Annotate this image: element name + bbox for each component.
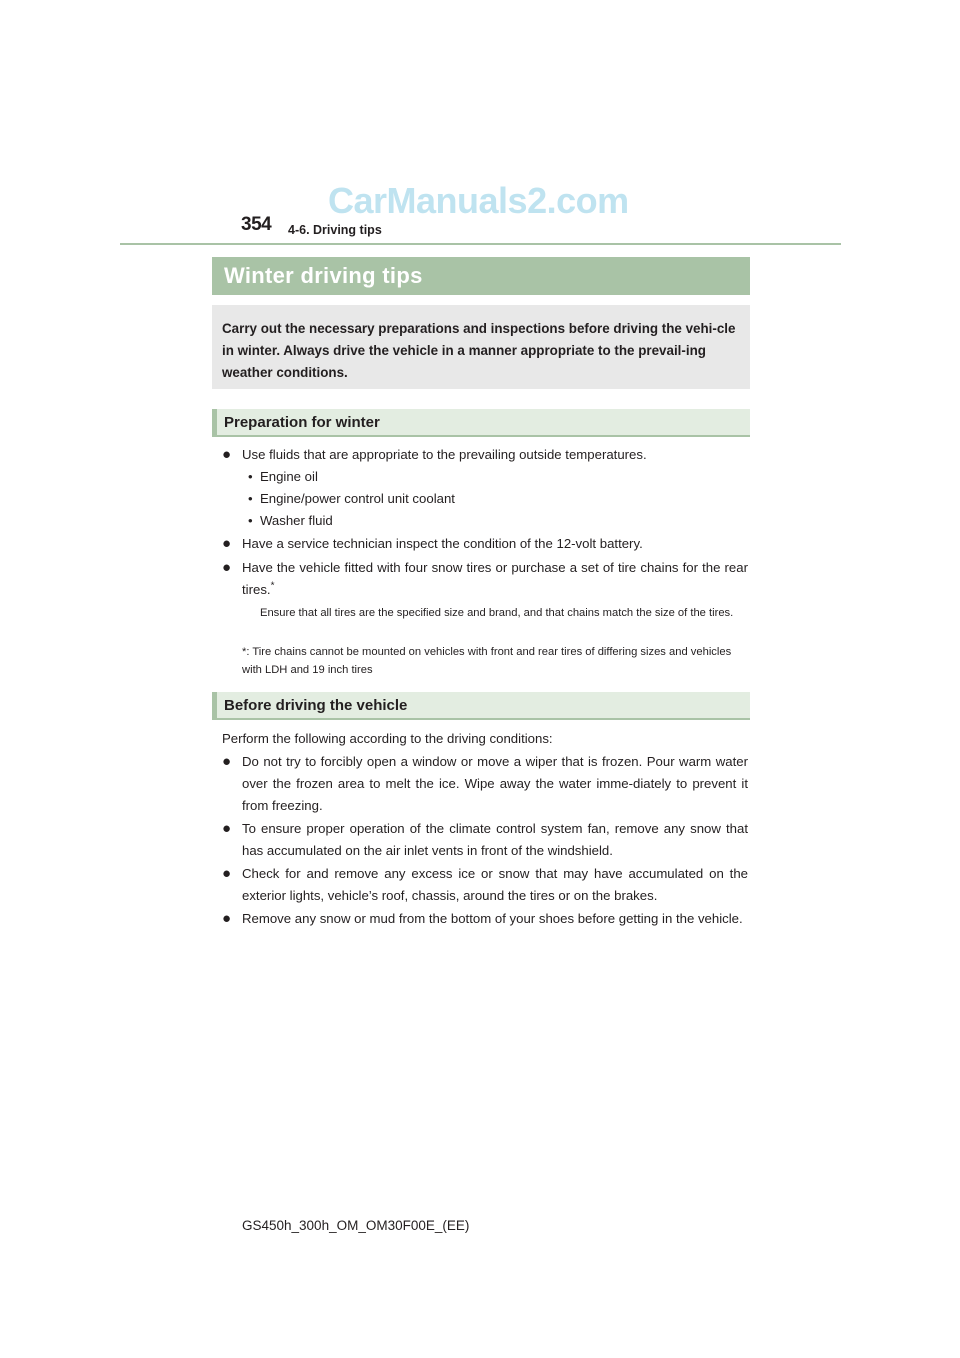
footnote-marker: *: [270, 580, 275, 592]
list-item: [222, 751, 748, 817]
bullet-icon: ●: [222, 910, 232, 927]
list-item-text: [242, 557, 748, 601]
list-item-text: Check for and remove any excess ice or snow that may have accumulated on the exterior lights, vehicle’s roof, chassis, around the tires or on the brakes.: [242, 866, 748, 903]
list-item-body: Have the vehicle fitted with four snow tires or purchase a set of tire chains for the rear tires.: [242, 560, 748, 597]
list-item-text: Do not try to forcibly open a window or move a wiper that is frozen. Pour warm water over the frozen area to melt the ice. Wipe away the water imme-diately to prevent it from freezing.: [242, 754, 748, 813]
list-item: [222, 533, 748, 555]
sub-bullet-icon: •: [248, 469, 253, 484]
bullet-icon: ●: [222, 535, 232, 552]
list-item: [222, 818, 748, 862]
list-item-text: Have a service technician inspect the condition of the 12-volt battery.: [242, 536, 643, 551]
sub-item: [248, 466, 318, 488]
list-item: [222, 557, 748, 601]
sub-item-text: Washer fluid: [259, 513, 333, 528]
list-item: [222, 908, 748, 930]
list-item-text: Use fluids that are appropriate to the prevailing outside temperatures.: [242, 447, 647, 462]
sub-item-text: Engine oil: [259, 469, 318, 484]
sub-bullet-icon: •: [248, 513, 253, 528]
list-item: [222, 444, 748, 466]
list-item-text: To ensure proper operation of the climate control system fan, remove any snow that has accumulated on the air inlet vents in front of the windshield.: [242, 821, 748, 858]
section-label: 4-6. Driving tips: [288, 223, 382, 237]
page-number: 354: [241, 214, 272, 235]
subheading-preparation: Preparation for winter: [212, 409, 750, 437]
bullet-icon: ●: [222, 753, 232, 770]
bullet-icon: ●: [222, 446, 232, 463]
page-title: Winter driving tips: [212, 257, 750, 295]
lead-text: Perform the following according to the driving conditions:: [222, 731, 553, 746]
sub-bullet-icon: •: [248, 491, 253, 506]
bullet-icon: ●: [222, 820, 232, 837]
sub-item-text: Engine/power control unit coolant: [259, 491, 455, 506]
list-item: [222, 863, 748, 907]
watermark: CarManuals2.com: [328, 180, 629, 221]
sub-item: [248, 488, 455, 510]
footer-code: GS450h_300h_OM_OM30F00E_(EE): [242, 1218, 470, 1233]
intro-box: [212, 305, 750, 389]
footnote: *: Tire chains cannot be mounted on vehicles with front and rear tires of differing sizes and vehicles with LDH and 19 inch tires: [242, 646, 732, 676]
intro-text: Carry out the necessary preparations and inspections before driving the vehi-cle in winter. Always drive the vehicle in a manner appropriate to the prevail-ing weather conditions.: [222, 321, 736, 380]
note-text: Ensure that all tires are the specified size and brand, and that chains match the size of the tires.: [260, 607, 734, 619]
header-rule: [120, 243, 841, 245]
bullet-icon: ●: [222, 865, 232, 882]
bullet-icon: ●: [222, 559, 232, 576]
list-item-text: Remove any snow or mud from the bottom of your shoes before getting in the vehicle.: [242, 911, 743, 926]
subheading-before-driving: Before driving the vehicle: [212, 692, 750, 720]
sub-item: [248, 510, 333, 532]
